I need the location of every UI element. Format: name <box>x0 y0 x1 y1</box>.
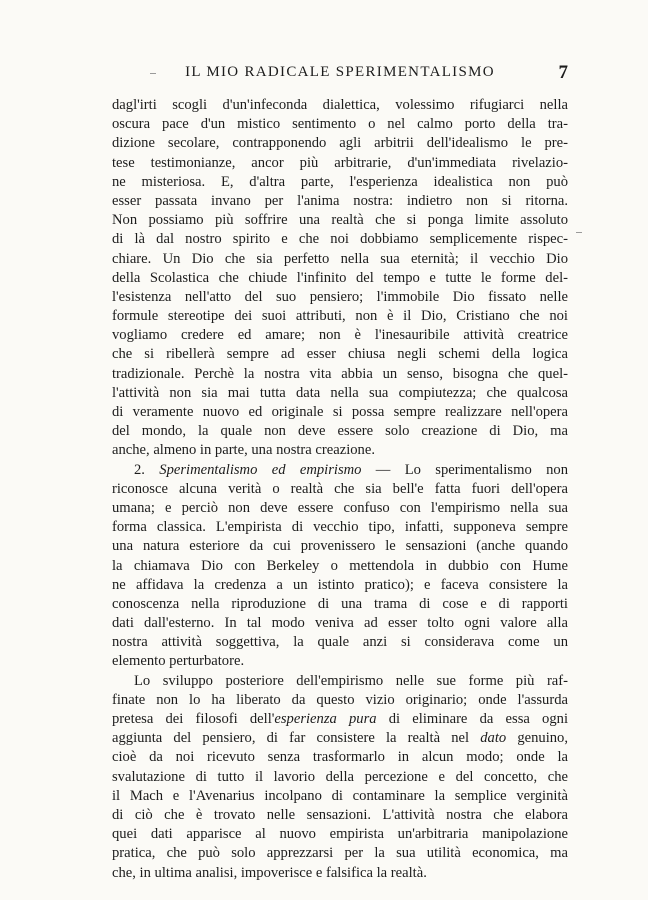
running-title: IL MIO RADICALE SPERIMENTALISMO <box>185 64 495 80</box>
paragraph-2 <box>112 461 568 672</box>
text-line: conoscenza nella riproduzione di una trama di cose e di rapporti <box>112 595 568 612</box>
text-line: esser passata invano per l'anima nostra: indietro non si ritorna. <box>112 192 568 209</box>
text-line: di là dal nostro spirito e che noi dobbiamo semplicemente rispec- <box>112 231 568 248</box>
text-line: ne affidava la credenza a un istinto pratico); e faceva consistere la <box>112 576 568 593</box>
text-line: l'esistenza nell'atto del suo pensiero; l'immobile Dio fissato nelle <box>112 288 568 305</box>
body-text <box>112 96 568 883</box>
text-line: vogliamo credere ed amare; non è l'inesauribile attività creatrice <box>112 327 568 344</box>
margin-mark <box>150 73 156 74</box>
text-line: dati dall'esterno. In tal modo veniva ad esser tolto ogni valore alla <box>112 615 568 632</box>
text-line: nostra attività soggettiva, la quale anzi si considerava come un <box>112 634 568 651</box>
text-line: una natura esteriore da cui provenissero le sensazioni (anche quando <box>112 538 568 555</box>
text-line: che si ribellerà sempre ad esser chiusa negli schemi della logica <box>112 346 568 363</box>
text-line: tese testimonianze, ancor più arbitrarie, d'un'immediata rivelazio- <box>112 154 568 171</box>
text-line: finate non lo ha liberato da questo vizio originario; onde l'assurda <box>112 691 568 708</box>
text-line: pratica, che può solo apprezzarsi per la sua utilità economica, ma <box>112 845 568 862</box>
running-head <box>112 64 568 86</box>
section-heading: Sperimentalismo ed empirismo <box>159 461 362 478</box>
text-line: che, in ultima analisi, impoverisce e falsifica la realtà. <box>112 864 427 881</box>
text-line: oscura pace d'un mistico sentimento o nel calmo porto della tra- <box>112 116 568 133</box>
text-line: aggiunta del pensiero, di far consistere la realtà nel dato genuino, <box>112 730 568 747</box>
text-line: di veramente nuovo ed originale si possa sempre realizzare nell'opera <box>112 404 568 420</box>
text-line: quei dati apparisce al nuovo empirista un'arbitraria manipolazione <box>112 826 568 843</box>
page-number: 7 <box>558 62 568 83</box>
text-line: dagl'irti scogli d'un'infeconda dialettica, volessimo rifugiarci nella <box>112 97 568 113</box>
text-line: svalutazione di tutto il lavorio della percezione e del concetto, che <box>112 768 568 785</box>
paragraph-3 <box>112 672 568 883</box>
text-line: tradizionale. Perchè la nostra vita abbia un senso, bisogna che quel- <box>112 365 568 382</box>
text-line: riconosce alcuna verità o realtà che sia bell'e fatta fuori dell'opera <box>112 480 568 497</box>
text-line: ne misteriosa. E, d'altra parte, l'esperienza idealistica non può <box>112 173 568 190</box>
margin-mark <box>576 232 582 233</box>
text-line: la chiamava Dio con Berkeley o mettendola in dubbio con Hume <box>112 557 568 574</box>
text-line: della Scolastica che chiude l'infinito del tempo e tutte le forme del- <box>112 269 568 286</box>
text-line: l'attività non sia mai tutta data nella sua compiutezza; che qualcosa <box>112 384 568 401</box>
italic-term: esperienza pura <box>274 711 377 727</box>
text-line: il Mach e l'Avenarius incolpano di contaminare la semplice verginità <box>112 787 568 804</box>
text-line: cioè da noi ricevuto senza trasformarlo in alcun modo; onde la <box>112 749 568 766</box>
text-line: formule stereotipe dei suoi attributi, non è il Dio, Cristiano che noi <box>112 308 568 325</box>
text-line: 2. Sperimentalismo ed empirismo — Lo sperimentalismo non <box>134 461 568 478</box>
text-line: anche, almeno in parte, una nostra creazione. <box>112 442 375 459</box>
text-line: Non possiamo più soffrire una realtà che si ponga limite assoluto <box>112 212 568 229</box>
text-line: forma classica. L'empirista di vecchio tipo, infatti, supponeva sempre <box>112 519 568 536</box>
text-line: chiare. Un Dio che sia perfetto nella sua eternità; il vecchio Dio <box>112 250 568 267</box>
text-line: dizione secolare, contrapponendo agli arbitrii dell'idealismo le pre- <box>112 135 568 152</box>
text-line: Lo sviluppo posteriore dell'empirismo nelle sue forme più raf- <box>134 672 568 689</box>
text-line: elemento perturbatore. <box>112 653 245 670</box>
text-line: umana; e perciò non deve essere confuso con l'empirismo nella sua <box>112 499 568 516</box>
paragraph-1 <box>112 96 568 461</box>
text-line: pretesa dei filosofi dell'esperienza pura di eliminare da essa ogni <box>112 711 568 727</box>
text-line: di ciò che è trovato nelle sensazioni. L'attività nostra che elabora <box>112 806 568 823</box>
text-line: del mondo, la quale non deve essere solo creazione di Dio, ma <box>112 423 568 440</box>
italic-term: dato <box>480 730 507 747</box>
